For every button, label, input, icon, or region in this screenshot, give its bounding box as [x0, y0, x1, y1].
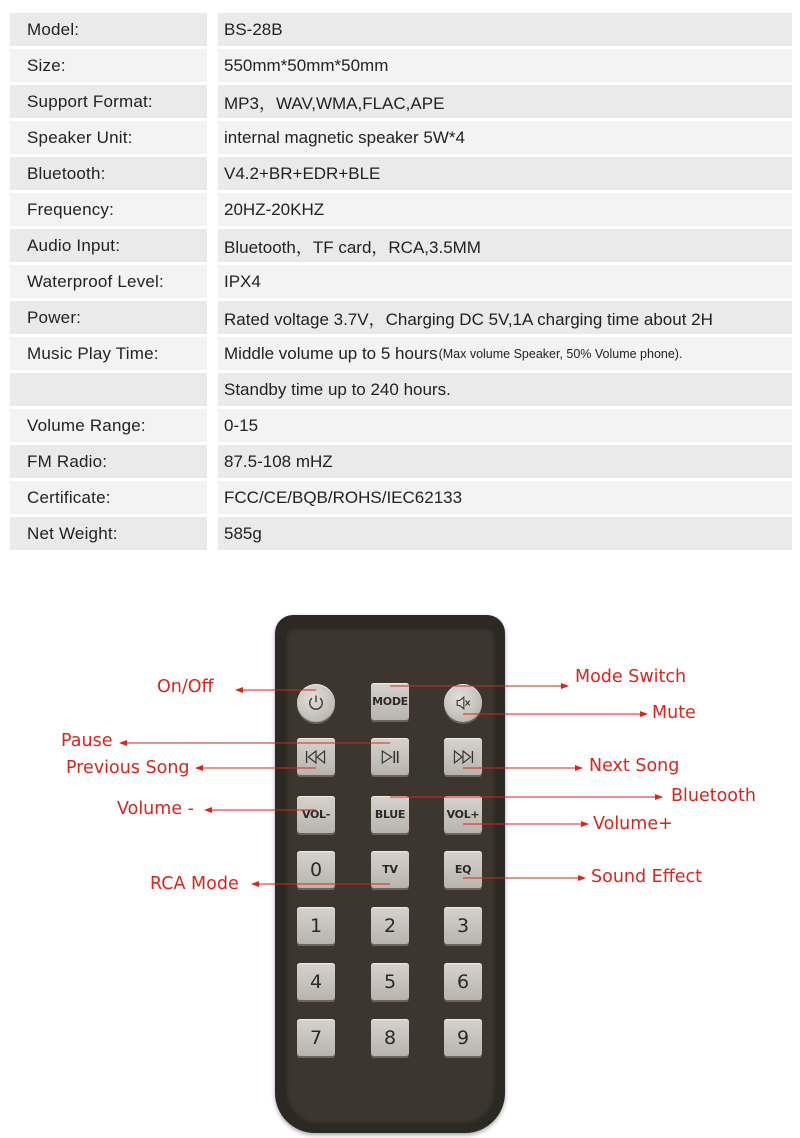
spec-value: 550mm*50mm*50mm	[218, 49, 792, 82]
spec-value: FCC/CE/BQB/ROHS/IEC62133	[218, 481, 792, 514]
spec-row	[10, 373, 792, 406]
spec-row	[10, 301, 792, 334]
digit-8-button[interactable]	[371, 1019, 409, 1056]
digit-label: 1	[309, 914, 323, 937]
volume-down-button[interactable]	[297, 796, 335, 833]
digit-label: 5	[383, 970, 397, 993]
spec-row	[10, 13, 792, 46]
spec-row	[10, 337, 792, 370]
spec-key: Support Format:	[10, 85, 207, 118]
spec-value: MP3，WAV,WMA,FLAC,APE	[218, 85, 792, 118]
spec-value: BS-28B	[218, 13, 792, 46]
sound-effect-label: Sound Effect	[591, 867, 703, 887]
spec-value: 20HZ-20KHZ	[218, 193, 792, 226]
spec-row	[10, 193, 792, 226]
tv-button-label: TV	[382, 863, 398, 876]
spec-row	[10, 157, 792, 190]
eq-button-label: EQ	[454, 863, 472, 876]
spec-key: Net Weight:	[10, 517, 207, 550]
spec-key: Size:	[10, 49, 207, 82]
digit-0-button[interactable]	[297, 851, 335, 888]
previous-song-button[interactable]	[297, 738, 335, 775]
spec-value	[218, 337, 792, 370]
digit-5-button[interactable]	[371, 963, 409, 1000]
bluetooth-button-label: BLUE	[374, 808, 406, 821]
spec-key: Volume Range:	[10, 409, 207, 442]
digit-6-button[interactable]	[444, 963, 482, 1000]
spec-value: 87.5-108 mHZ	[218, 445, 792, 478]
volume-down-label: VOL-	[301, 808, 331, 821]
spec-key: Bluetooth:	[10, 157, 207, 190]
spec-key	[10, 373, 207, 406]
digit-label: 2	[383, 914, 397, 937]
spec-row	[10, 481, 792, 514]
spec-value: Standby time up to 240 hours.	[218, 373, 792, 406]
rca-mode-label: RCA Mode	[150, 874, 239, 894]
spec-row	[10, 445, 792, 478]
digit-label: 3	[456, 914, 470, 937]
spec-key: Certificate:	[10, 481, 207, 514]
digit-label: 9	[456, 1026, 470, 1049]
mute-icon	[451, 693, 475, 713]
spec-value: 0-15	[218, 409, 792, 442]
power-button[interactable]	[297, 684, 335, 722]
digit-7-button[interactable]	[297, 1019, 335, 1056]
spec-row	[10, 265, 792, 298]
spec-value-note: (Max volume Speaker, 50% Volume phone).	[438, 346, 683, 361]
digit-label: 7	[309, 1026, 323, 1049]
spec-value: 585g	[218, 517, 792, 550]
mode-button-label: MODE	[372, 695, 408, 708]
next-song-label: Next Song	[589, 756, 680, 776]
mute-label: Mute	[652, 703, 696, 723]
digit-label: 6	[456, 970, 470, 993]
spec-row	[10, 121, 792, 154]
spec-value: internal magnetic speaker 5W*4	[218, 121, 792, 154]
digit-9-button[interactable]	[444, 1019, 482, 1056]
volume-up-label: VOL+	[446, 808, 480, 821]
digit-label: 8	[383, 1026, 397, 1049]
digit-3-button[interactable]	[444, 907, 482, 944]
spec-key: Audio Input:	[10, 229, 207, 262]
spec-value-main: Middle volume up to 5 hours	[224, 343, 438, 363]
spec-key: FM Radio:	[10, 445, 207, 478]
spec-key: Speaker Unit:	[10, 121, 207, 154]
play-pause-icon	[378, 747, 402, 767]
digit-4-button[interactable]	[297, 963, 335, 1000]
digit-label: 4	[309, 970, 323, 993]
digit-1-button[interactable]	[297, 907, 335, 944]
spec-row	[10, 85, 792, 118]
skip-back-icon	[304, 747, 328, 767]
next-song-button[interactable]	[444, 738, 482, 775]
play-pause-button[interactable]	[371, 738, 409, 775]
previous-song-label: Previous Song	[66, 758, 190, 778]
spec-key: Model:	[10, 13, 207, 46]
volume-up-button[interactable]	[444, 796, 482, 833]
on-off-label: On/Off	[157, 677, 214, 697]
spec-value: V4.2+BR+EDR+BLE	[218, 157, 792, 190]
eq-button[interactable]	[444, 851, 482, 888]
spec-key: Frequency:	[10, 193, 207, 226]
digit-2-button[interactable]	[371, 907, 409, 944]
bluetooth-button[interactable]	[371, 796, 409, 833]
pause-label: Pause	[61, 731, 113, 751]
spec-table	[10, 13, 792, 553]
volume-plus-label: Volume+	[593, 814, 673, 834]
spec-row	[10, 49, 792, 82]
spec-row	[10, 229, 792, 262]
mode-switch-label: Mode Switch	[575, 667, 687, 687]
skip-forward-icon	[451, 747, 475, 767]
spec-value: Bluetooth，TF card，RCA,3.5MM	[218, 229, 792, 262]
power-icon	[304, 693, 328, 713]
spec-value: Rated voltage 3.7V，Charging DC 5V,1A charging time about 2H	[218, 301, 792, 334]
volume-minus-label: Volume -	[117, 799, 194, 819]
spec-row	[10, 409, 792, 442]
spec-key: Waterproof Level:	[10, 265, 207, 298]
mode-button[interactable]	[371, 683, 409, 720]
spec-row	[10, 517, 792, 550]
spec-key: Power:	[10, 301, 207, 334]
spec-key: Music Play Time:	[10, 337, 207, 370]
mute-button[interactable]	[444, 684, 482, 722]
digit-label: 0	[309, 858, 323, 881]
tv-button[interactable]	[371, 851, 409, 888]
bluetooth-label: Bluetooth	[671, 786, 756, 806]
spec-value: IPX4	[218, 265, 792, 298]
